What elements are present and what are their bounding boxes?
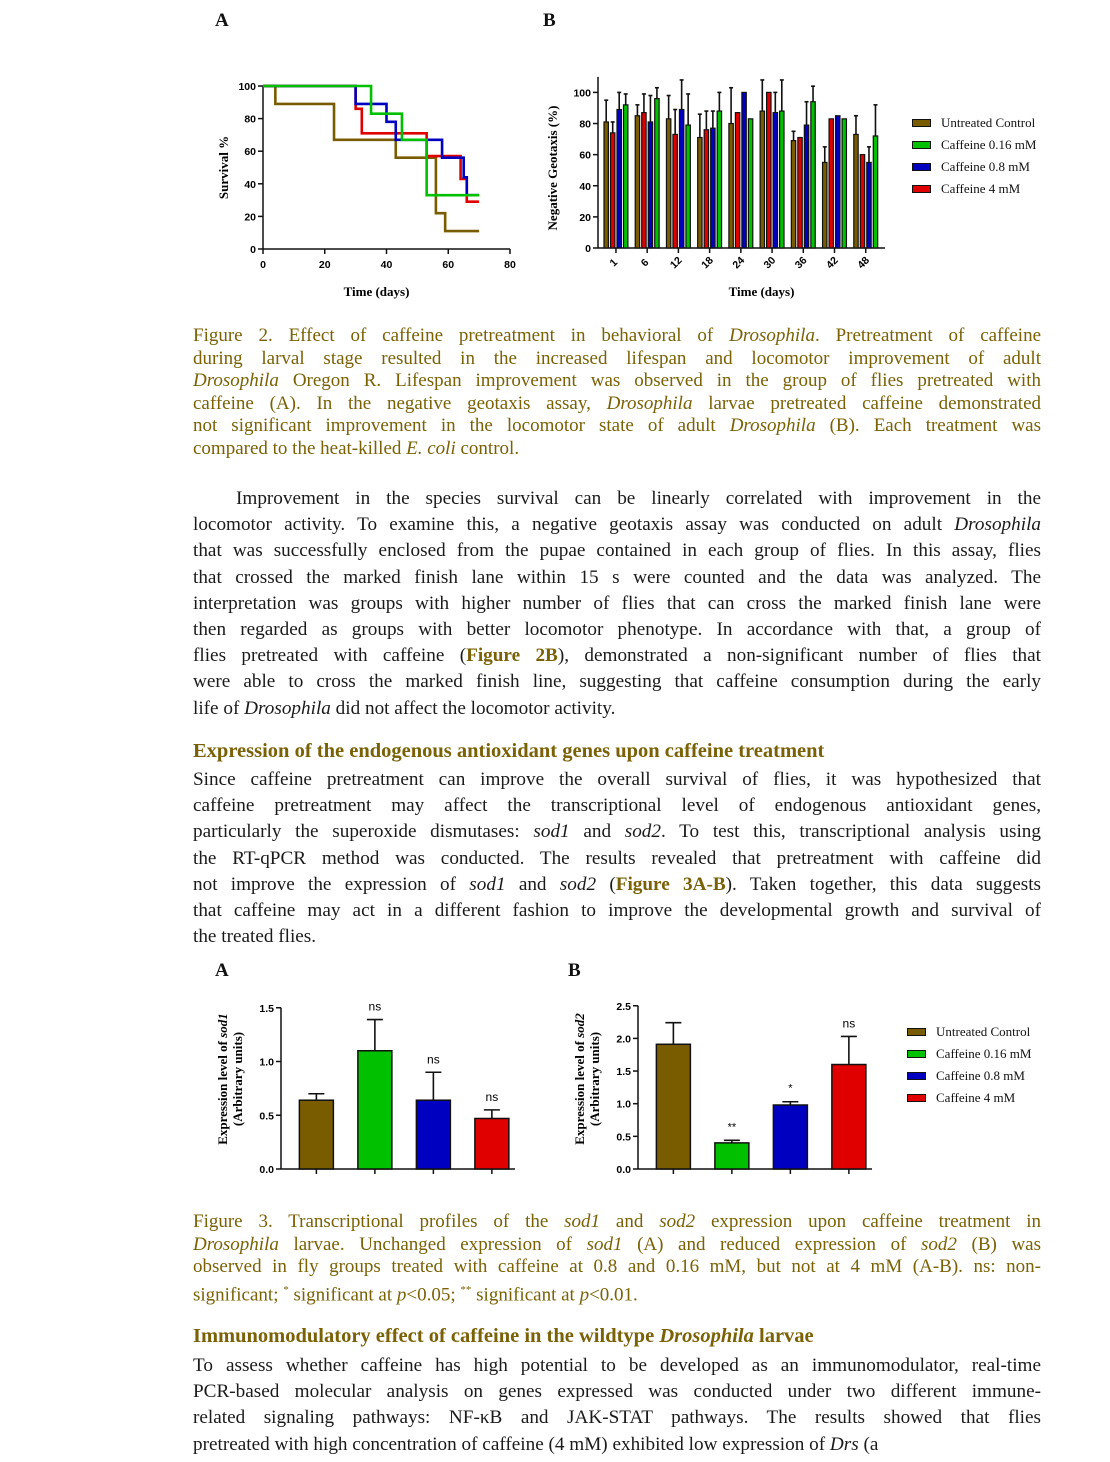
x-tick-label: 60 [442, 259, 455, 271]
legend-swatch-icon [907, 1028, 926, 1036]
bar-caffeine-4-mm [735, 113, 739, 248]
significance-label: ** [727, 1121, 737, 1134]
legend-item [912, 112, 1036, 134]
x-tick-label: 36 [792, 254, 810, 272]
bar-caffeine-0-16-mm [842, 119, 846, 248]
y-tick-label: 20 [244, 211, 256, 224]
y-axis-title [215, 1013, 230, 1145]
legend-item [907, 1065, 1031, 1087]
paragraph-antioxidant [193, 767, 1041, 950]
section-heading-immunomodulatory: Immunomodulatory effect of caffeine in the wildtype Drosophila larvae [193, 1325, 814, 1347]
bar-caffeine-0-16-mm [686, 125, 690, 248]
italic-term: sod2 [624, 821, 661, 843]
y-tick-label: 1.0 [259, 1056, 274, 1069]
bar-untreated-control [666, 119, 670, 248]
bar-caffeine-4-mm [832, 1065, 866, 1169]
italic-term: Drosophila [244, 697, 331, 719]
legend-label: Untreated Control [941, 115, 1036, 130]
legend-label: Caffeine 4 mM [936, 1090, 1016, 1105]
bar-caffeine-4-mm [642, 113, 646, 248]
legend-swatch-icon [912, 185, 931, 193]
y-tick-label: 0 [585, 243, 591, 255]
bar-untreated-control [656, 1044, 690, 1169]
italic-term: Drosophila [659, 1325, 754, 1347]
significance-label: ns [485, 1089, 499, 1104]
bar-untreated-control [823, 162, 827, 248]
fig3-panel-b-letter: B [568, 960, 581, 981]
bar-caffeine-4-mm [767, 92, 771, 248]
significance-label: ns [368, 999, 382, 1014]
text-line: particularly the superoxide dismutases: sod1 and sod2. To test this, transcriptional analysis using [193, 821, 1041, 843]
text-line: Improvement in the species survival can be linearly correlated with improvement in the [236, 488, 1041, 509]
text-line: Figure 3. Transcriptional profiles of the sod1 and sod2 expression upon caffeine treatment in [193, 1211, 1041, 1232]
italic-term: p [579, 1283, 590, 1305]
y-tick-label: 1.5 [259, 1002, 274, 1015]
fig2-panel-b-letter: B [543, 10, 556, 31]
significance-marker: ** [460, 1283, 472, 1296]
text-line: Drosophila larvae. Unchanged expression of sod1 (A) and reduced expression of sod2 (B) was [193, 1233, 1041, 1255]
fig2-panel-a-letter: A [215, 10, 229, 31]
bar-caffeine-0-8-mm [711, 128, 715, 248]
x-tick-label: 48 [855, 254, 872, 272]
legend-item [912, 156, 1036, 178]
italic-term: p [396, 1283, 407, 1305]
bar-caffeine-4-mm [860, 155, 864, 248]
legend-swatch-icon [912, 141, 931, 149]
italic-term: sod2 [659, 1211, 696, 1232]
legend-swatch-icon [912, 119, 931, 127]
fig2b-geotaxis-chart [540, 70, 900, 310]
text-line: To assess whether caffeine has high potential to be developed as an immunomodulator, real-time [193, 1355, 1041, 1376]
figure3-caption [193, 1211, 1041, 1306]
bar-caffeine-0-8-mm [742, 92, 746, 248]
bar-caffeine-0-16-mm [811, 102, 815, 248]
bar-caffeine-4-mm [829, 119, 833, 248]
bar-caffeine-0-8-mm [836, 116, 840, 248]
y-axis-subtitle: (Arbitrary units) [587, 1031, 602, 1127]
x-tick-label: 12 [667, 254, 685, 272]
bar-untreated-control [635, 116, 639, 248]
y-tick-label: 40 [244, 178, 256, 191]
text-line: during larval stage resulted in the increased lifespan and locomotor improvement of adult [193, 347, 1041, 369]
bar-untreated-control [729, 124, 733, 248]
legend-item [912, 134, 1036, 156]
legend-label: Untreated Control [936, 1024, 1031, 1039]
y-tick-label: 80 [244, 113, 256, 126]
text-line: were able to cross the marked finish line, suggesting that caffeine consumption during the early [193, 671, 1041, 693]
bar-caffeine-0-16-mm [624, 105, 628, 248]
x-tick-label: 0 [260, 259, 266, 271]
figure-reference-link[interactable]: Figure 2B [466, 645, 558, 667]
x-tick-label: 80 [504, 259, 516, 271]
y-tick-label: 0.5 [259, 1110, 274, 1123]
text-line: significant; * significant at p<0.05; ** significant at p<0.01. [193, 1283, 638, 1305]
text-line: Since caffeine pretreatment can improve the overall survival of flies, it was hypothesized that [193, 769, 1041, 790]
text-line: pretreated with high concentration of caffeine (4 mM) exhibited low expression of Drs (a [193, 1433, 879, 1455]
italic-term: sod2 [921, 1233, 957, 1255]
y-tick-label: 80 [579, 118, 591, 131]
bar-caffeine-0-16-mm [717, 111, 721, 248]
text-span: Expression level of [572, 1037, 587, 1145]
text-line: life of Drosophila did not affect the locomotor activity. [193, 697, 616, 719]
bar-caffeine-0-8-mm [773, 113, 777, 248]
y-tick-label: 0 [250, 244, 256, 256]
x-tick-label: 18 [699, 254, 716, 272]
y-tick-label: 40 [579, 180, 591, 193]
x-tick-label: 6 [638, 256, 652, 270]
bar-caffeine-0-8-mm [648, 122, 652, 248]
bar-caffeine-0-16-mm [715, 1143, 749, 1169]
y-axis-subtitle: (Arbitrary units) [230, 1031, 245, 1127]
significance-label: ns [427, 1052, 440, 1067]
bar-caffeine-4-mm [611, 133, 615, 248]
italic-term: sod1 [564, 1211, 601, 1232]
italic-term: E. coli [406, 437, 456, 459]
text-line: that was successfully enclosed from the pupae contained in each group of flies. In this assay, flies [193, 540, 1041, 562]
text-line: locomotor activity. To examine this, a negative geotaxis assay was conducted on adult Drosophila [193, 514, 1041, 536]
y-tick-label: 0.0 [616, 1164, 631, 1176]
bar-caffeine-0-16-mm [748, 119, 752, 248]
italic-term: Drosophila [193, 370, 279, 391]
text-line: Drosophila Oregon R. Lifespan improvement was observed in the group of flies pretreated with [193, 370, 1041, 391]
bar-caffeine-0-8-mm [804, 125, 808, 248]
bar-caffeine-0-8-mm [773, 1105, 807, 1169]
fig3-legend [907, 1021, 1031, 1109]
x-tick-label: 30 [761, 254, 779, 272]
italic-term: sod1 [533, 821, 570, 843]
italic-term: sod1 [469, 873, 506, 895]
bar-untreated-control [604, 122, 608, 248]
text-line: PCR-based molecular analysis on genes expressed was conducted under two different immune- [193, 1381, 1041, 1403]
bar-caffeine-0-8-mm [679, 110, 683, 248]
significance-label: ns [842, 1016, 856, 1031]
x-tick-label: 1 [607, 256, 621, 270]
text-span: sod1 [215, 1013, 230, 1038]
bar-caffeine-0-8-mm [617, 110, 621, 248]
bar-untreated-control [854, 134, 858, 248]
y-tick-label: 1.5 [616, 1066, 631, 1079]
text-line: then regarded as groups with better locomotor phenotype. In accordance with that, a group of [193, 619, 1041, 641]
text-line: that caffeine may act in a different fashion to improve the developmental growth and survival of [193, 900, 1041, 922]
y-tick-label: 100 [573, 87, 591, 100]
y-tick-label: 0.0 [259, 1164, 274, 1176]
fig3b-sod2-chart [562, 990, 892, 1180]
paragraph-locomotor [193, 486, 1041, 722]
legend-swatch-icon [907, 1050, 926, 1058]
x-tick-label: 42 [824, 254, 841, 272]
y-axis-title [572, 1013, 587, 1145]
italic-term: Drosophila [954, 514, 1041, 536]
text-line: related signaling pathways: NF-κB and JAK-STAT pathways. The results showed that flies [193, 1407, 1041, 1429]
legend-label: Caffeine 0.16 mM [941, 137, 1037, 152]
x-tick-label: 40 [380, 259, 393, 271]
paragraph-immunomodulatory [193, 1353, 1041, 1458]
legend-item [907, 1043, 1031, 1065]
legend-swatch-icon [907, 1094, 926, 1102]
italic-term: Drosophila [729, 415, 816, 436]
significance-marker: * [283, 1283, 289, 1296]
bar-caffeine-0-16-mm [358, 1051, 392, 1169]
text-line: compared to the heat-killed E. coli control. [193, 437, 520, 459]
legend-label: Caffeine 0.8 mM [941, 159, 1030, 174]
bar-untreated-control [791, 141, 795, 248]
legend-label: Caffeine 0.16 mM [936, 1046, 1032, 1061]
bar-caffeine-0-16-mm [873, 136, 877, 248]
bar-caffeine-0-16-mm [780, 111, 784, 248]
italic-term: sod2 [559, 873, 597, 895]
x-axis-title: Time (days) [728, 284, 795, 299]
italic-term: Drosophila [606, 392, 693, 414]
text-line: not significant improvement in the locomotor state of adult Drosophila (B). Each treatment was [193, 415, 1041, 436]
text-line: flies pretreated with caffeine (Figure 2B), demonstrated a non-significant number of flies that [193, 645, 1042, 667]
bar-caffeine-4-mm [673, 134, 677, 248]
x-tick-label: 20 [318, 259, 331, 271]
x-tick-label: 24 [730, 254, 748, 272]
text-line: not improve the expression of sod1 and sod2 (Figure 3A-B). Taken together, this data suggests [193, 873, 1042, 895]
section-heading-antioxidant: Expression of the endogenous antioxidant genes upon caffeine treatment [193, 740, 825, 762]
y-tick-label: 20 [579, 211, 591, 224]
figure-reference-link[interactable]: Figure 3A-B [615, 873, 726, 895]
y-axis-title: Negative Geotaxis (%) [545, 105, 560, 231]
text-span: Expression level of [215, 1037, 230, 1145]
y-tick-label: 0.5 [616, 1131, 631, 1144]
text-line: the treated flies. [193, 926, 317, 948]
legend-item [912, 178, 1036, 200]
y-tick-label: 100 [238, 81, 256, 93]
y-axis-title: Survival % [216, 135, 231, 200]
x-axis-title: Time (days) [343, 284, 410, 299]
italic-term: sod1 [586, 1233, 623, 1255]
bar-caffeine-0-16-mm [655, 99, 659, 248]
y-tick-label: 60 [244, 146, 256, 159]
fig3-panel-a-letter: A [215, 960, 229, 981]
text-line: interpretation was groups with higher number of flies that can cross the marked finish lane were [193, 592, 1041, 614]
text-span: sod2 [572, 1013, 587, 1038]
text-line: observed in fly groups treated with caffeine at 0.8 and 0.16 mM, but not at 4 mM (A-B). ns: non- [193, 1256, 1041, 1277]
bar-caffeine-4-mm [798, 138, 802, 248]
bar-untreated-control [760, 111, 764, 248]
legend-item [907, 1087, 1031, 1109]
bar-caffeine-0-8-mm [867, 162, 871, 248]
text-line: Figure 2. Effect of caffeine pretreatment in behavioral of Drosophila. Pretreatment of caffeine [193, 325, 1042, 346]
y-tick-label: 1.0 [616, 1098, 631, 1111]
bar-caffeine-4-mm [704, 130, 708, 248]
legend-item [907, 1021, 1031, 1043]
italic-term: Drosophila [729, 325, 815, 346]
legend-label: Caffeine 4 mM [941, 181, 1021, 196]
legend-swatch-icon [907, 1072, 926, 1080]
italic-term: Drs [829, 1433, 859, 1455]
text-line: caffeine pretreatment may affect the transcriptional level of endogenous antioxidant genes, [193, 795, 1041, 817]
y-tick-label: 2.0 [616, 1033, 631, 1046]
figure2-caption [193, 325, 1041, 460]
italic-term: Drosophila [193, 1233, 279, 1255]
y-tick-label: 60 [579, 149, 591, 162]
fig3a-sod1-chart [205, 990, 525, 1180]
text-line: the RT-qPCR method was conducted. The results revealed that pretreatment with caffeine did [193, 847, 1041, 869]
y-tick-label: 2.5 [616, 1000, 631, 1013]
bar-caffeine-4-mm [475, 1118, 509, 1169]
text-line: caffeine (A). In the negative geotaxis assay, Drosophila larvae pretreated caffeine demonstrated [193, 392, 1041, 414]
bar-untreated-control [299, 1100, 333, 1169]
fig2-legend [912, 112, 1036, 200]
fig2a-survival-chart [205, 70, 535, 310]
significance-label: * [788, 1082, 793, 1095]
bar-caffeine-0-8-mm [416, 1100, 450, 1169]
legend-swatch-icon [912, 163, 931, 171]
text-line: that crossed the marked finish lane within 15 s were counted and the data was analyzed. The [193, 566, 1041, 588]
legend-label: Caffeine 0.8 mM [936, 1068, 1025, 1083]
bar-untreated-control [698, 138, 702, 248]
